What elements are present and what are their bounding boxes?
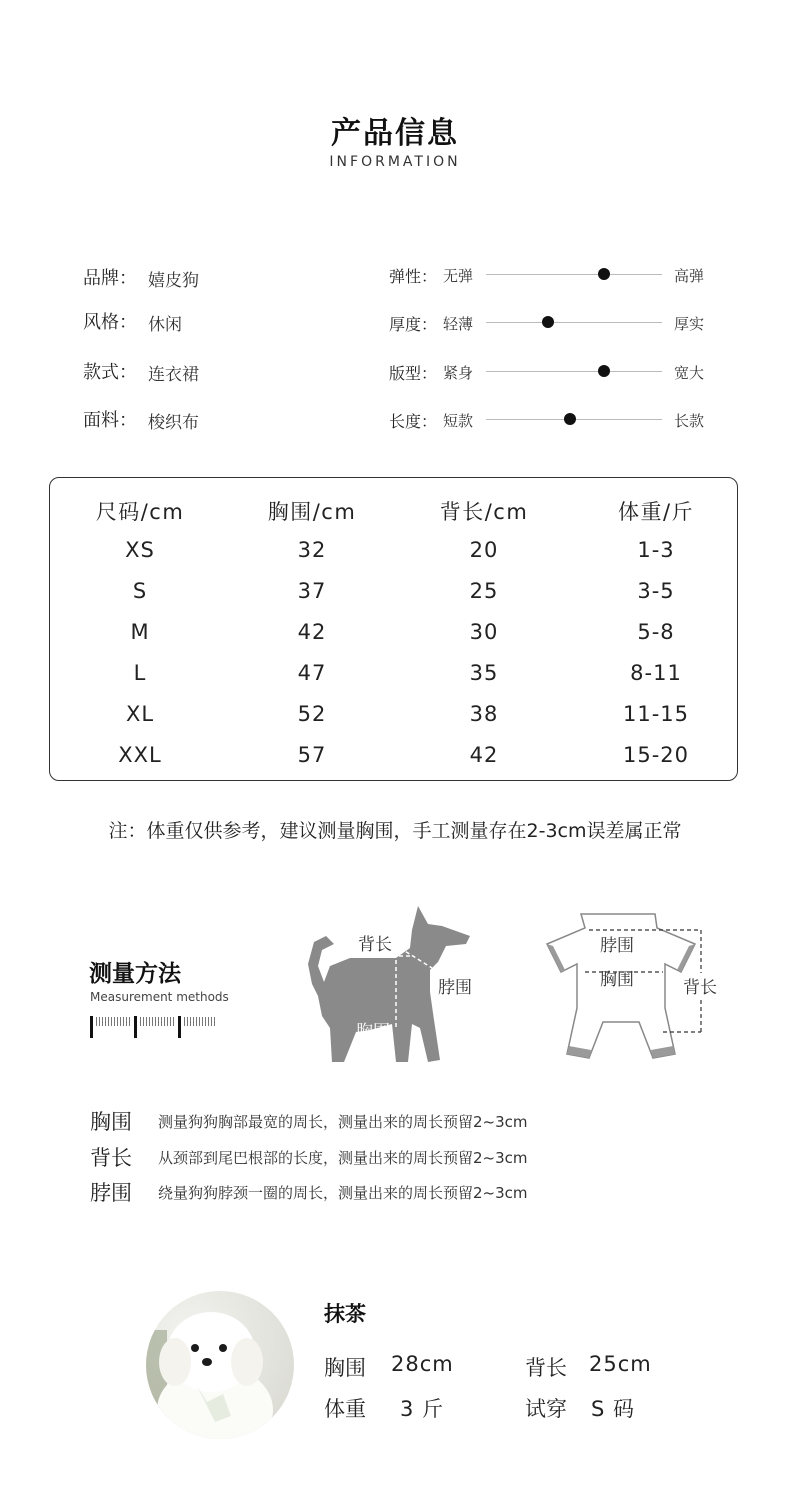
rating-label: 厚度：: [389, 315, 438, 334]
table-cell: 30: [469, 620, 499, 644]
garment-chest-label: 胸围: [600, 970, 634, 990]
rating-high: 高弹: [674, 267, 705, 285]
rating-label: 长度：: [389, 412, 438, 431]
method-title: 测量方法: [89, 961, 181, 987]
rating-high: 宽大: [674, 364, 705, 382]
rating-dot: [542, 316, 554, 328]
sample-back-label: 背长: [525, 1356, 567, 1380]
definition-term: 脖围: [90, 1181, 132, 1205]
rating-high: 长款: [674, 412, 705, 430]
rating-track: [486, 274, 662, 275]
size-table: [49, 477, 738, 781]
table-cell: 20: [469, 538, 499, 562]
table-header: 体重/斤: [617, 500, 695, 524]
table-cell: 42: [469, 743, 499, 767]
definition-term: 背长: [90, 1146, 132, 1170]
sample-try-label: 试穿: [525, 1397, 567, 1421]
table-cell: 3-5: [637, 579, 675, 603]
rating-low: 紧身: [443, 364, 474, 382]
rating-low: 短款: [443, 412, 474, 430]
rating-dot: [598, 365, 610, 377]
table-cell: 15-20: [622, 743, 690, 767]
ruler-icon: [90, 1014, 220, 1042]
dog-back-label: 背长: [356, 930, 394, 955]
brand-value: 嬉皮狗: [148, 271, 199, 291]
sample-back-value: 25cm: [589, 1352, 652, 1376]
rating-track: [486, 322, 662, 323]
brand-label: 品牌：: [83, 268, 137, 289]
rating-high: 厚实: [674, 315, 705, 333]
sample-try-value: S 码: [591, 1397, 636, 1421]
table-cell: 42: [297, 620, 327, 644]
rating-track: [486, 371, 662, 372]
table-cell: 25: [469, 579, 499, 603]
garment-neck-label: 脖围: [600, 936, 634, 956]
fabric-label: 面料：: [83, 410, 137, 431]
method-subtitle: Measurement methods: [90, 990, 229, 1004]
definition-desc: 测量狗狗胸部最宽的周长，测量出来的周长预留2~3cm: [158, 1113, 528, 1131]
table-cell: XL: [125, 702, 155, 726]
style-value: 休闲: [148, 315, 182, 335]
rating-label: 版型：: [389, 364, 438, 383]
type-label: 款式：: [83, 362, 137, 383]
rating-dot: [564, 413, 576, 425]
table-cell: L: [133, 661, 147, 685]
type-value: 连衣裙: [148, 365, 199, 385]
page-title: 产品信息: [331, 116, 459, 151]
table-cell: 47: [297, 661, 327, 685]
sample-weight-label: 体重: [324, 1397, 366, 1421]
table-cell: XXL: [118, 743, 162, 767]
rating-low: 轻薄: [443, 315, 474, 333]
sample-chest-label: 胸围: [324, 1356, 366, 1380]
rating-label: 弹性：: [389, 267, 438, 286]
table-cell: 8-11: [630, 661, 682, 685]
table-cell: 52: [297, 702, 327, 726]
table-cell: 11-15: [622, 702, 690, 726]
fabric-value: 梭织布: [148, 413, 199, 433]
note-text: 注：体重仅供参考，建议测量胸围，手工测量存在2-3cm误差属正常: [108, 820, 682, 842]
garment-back-label: 背长: [683, 973, 717, 998]
rating-dot: [598, 268, 610, 280]
dog-neck-label: 脖围: [436, 973, 474, 998]
table-header: 尺码/cm: [95, 500, 185, 524]
table-header: 胸围/cm: [267, 500, 357, 524]
dog-chest-label: 胸围: [356, 1022, 390, 1042]
definition-desc: 绕量狗狗脖颈一圈的周长，测量出来的周长预留2~3cm: [158, 1184, 528, 1202]
table-cell: 32: [297, 538, 327, 562]
table-cell: 1-3: [637, 538, 675, 562]
table-cell: M: [130, 620, 150, 644]
table-cell: 5-8: [637, 620, 675, 644]
dog-photo: [145, 1290, 295, 1440]
sample-chest-value: 28cm: [391, 1352, 454, 1376]
table-cell: 57: [297, 743, 327, 767]
table-header: 背长/cm: [439, 500, 529, 524]
table-cell: S: [132, 579, 148, 603]
style-label: 风格：: [83, 312, 137, 333]
definition-desc: 从颈部到尾巴根部的长度，测量出来的周长预留2~3cm: [158, 1149, 528, 1167]
table-cell: 37: [297, 579, 327, 603]
table-cell: 38: [469, 702, 499, 726]
page-subtitle: INFORMATION: [329, 154, 461, 170]
table-cell: 35: [469, 661, 499, 685]
sample-weight-value: 3 斤: [400, 1397, 445, 1421]
definition-term: 胸围: [90, 1110, 132, 1134]
table-cell: XS: [125, 538, 155, 562]
rating-low: 无弹: [443, 267, 474, 285]
sample-name: 抹茶: [324, 1302, 366, 1326]
